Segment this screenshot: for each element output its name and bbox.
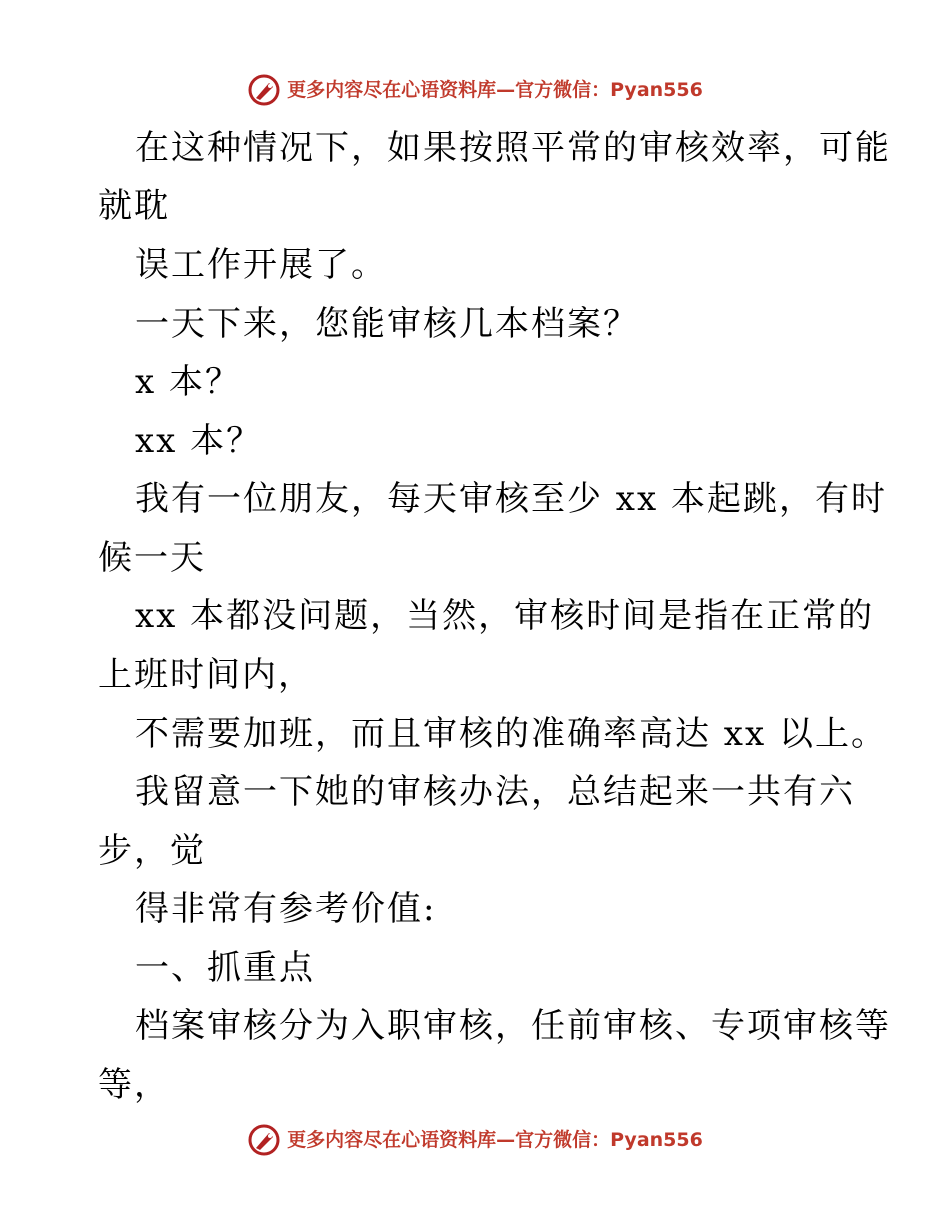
body-line: x 本？ [135, 362, 241, 402]
pen-nib-icon [247, 73, 281, 107]
body-line: 就耽 [98, 186, 170, 226]
footer-banner-text: 更多内容尽在心语资料库—官方微信：Pyan556 [287, 1129, 703, 1151]
body-line: 档案审核分为入职审核，任前审核、专项审核等 [135, 1006, 891, 1046]
header-banner [0, 70, 950, 110]
body-line: 我留意一下她的审核办法，总结起来一共有六 [135, 772, 855, 812]
body-line: 我有一位朋友，每天审核至少 xx 本起跳，有时 [135, 479, 887, 519]
body-line: 等， [98, 1065, 170, 1105]
body-line: 误工作开展了。 [135, 245, 387, 285]
body-line: 在这种情况下，如果按照平常的审核效率，可能 [135, 128, 891, 168]
body-line: 上班时间内， [98, 655, 314, 695]
body-line: xx 本？ [135, 421, 263, 461]
footer-banner [0, 1120, 950, 1160]
body-line: 一天下来，您能审核几本档案？ [135, 304, 639, 344]
section-heading: 一、抓重点 [135, 948, 315, 988]
header-banner-text: 更多内容尽在心语资料库—官方微信：Pyan556 [287, 79, 703, 101]
body-line: 候一天 [98, 538, 206, 578]
pen-nib-icon [247, 1123, 281, 1157]
body-line: xx 本都没问题，当然，审核时间是指在正常的 [135, 596, 875, 636]
body-line: 不需要加班，而且审核的准确率高达 xx 以上。 [135, 714, 887, 754]
body-line: 得非常有参考价值: [135, 889, 437, 929]
body-line: 步，觉 [98, 831, 206, 871]
